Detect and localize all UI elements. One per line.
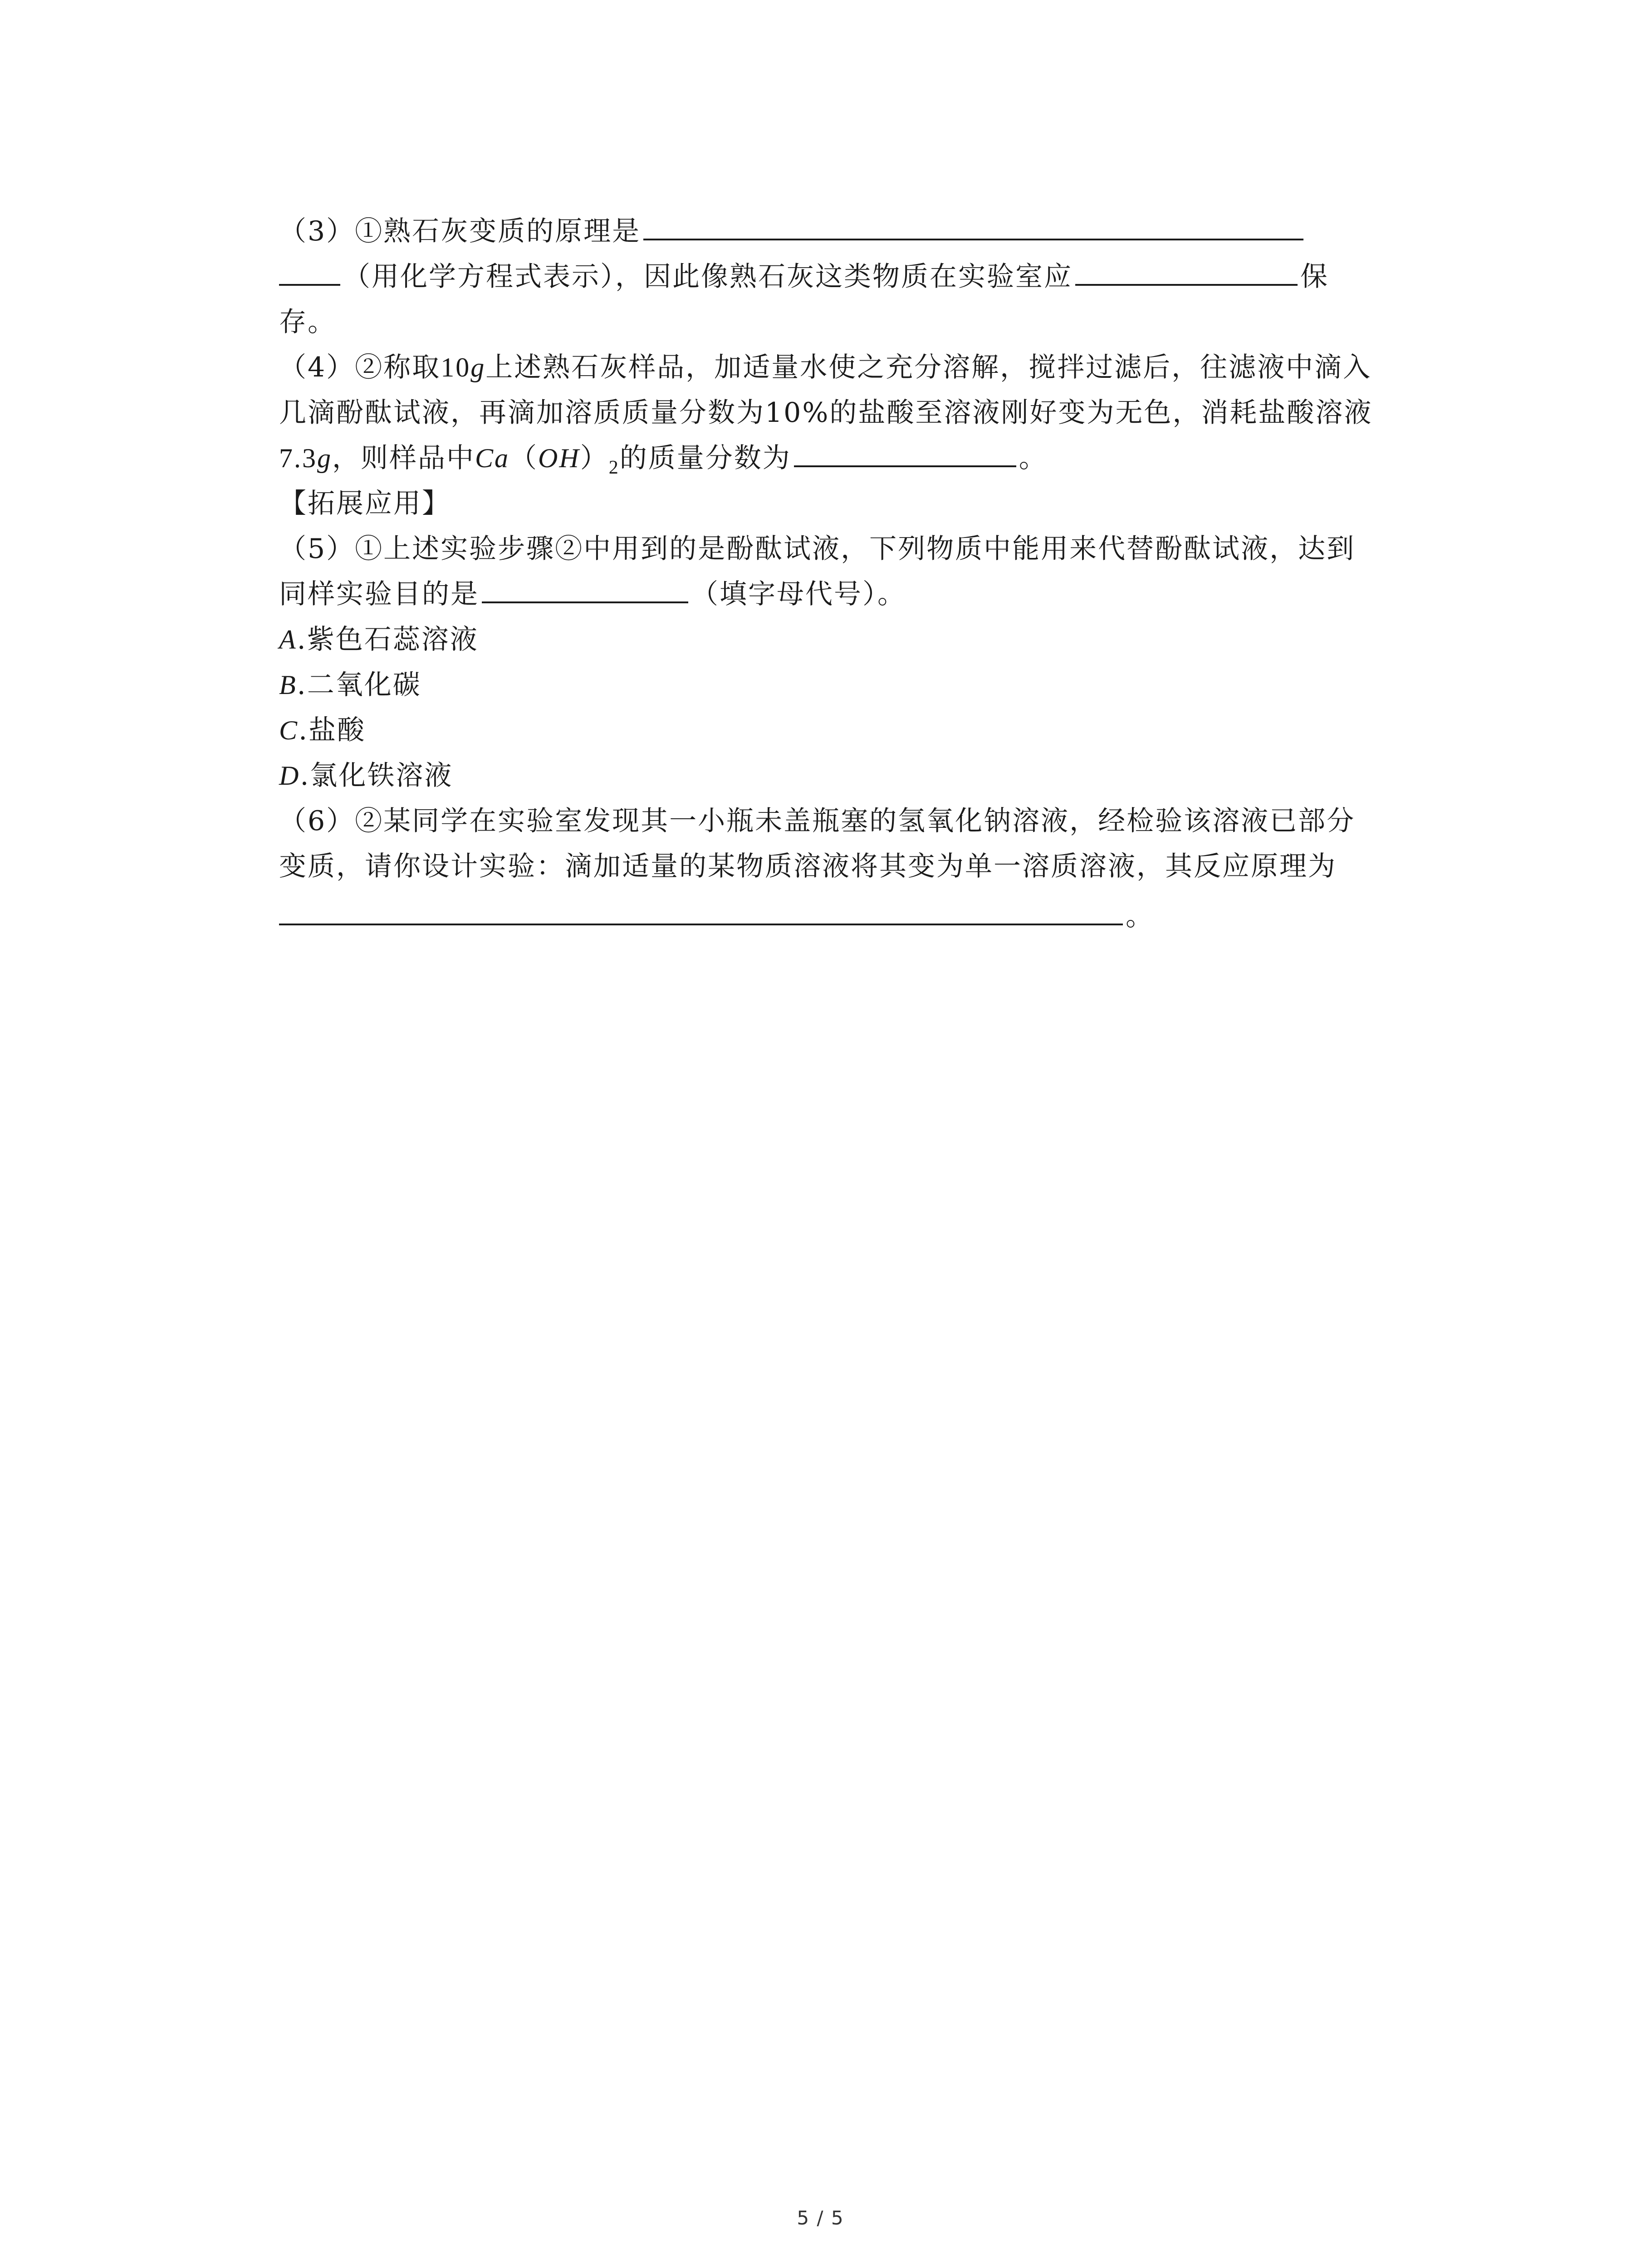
q5-line-2-suffix: （填字母代号）。 [691, 578, 906, 610]
formula-paren-close: ） [580, 442, 609, 474]
option-letter: D [279, 761, 300, 791]
option-letter: B [279, 670, 297, 700]
q5-option-d [279, 758, 453, 794]
q3-line-3-text: 存。 [279, 306, 336, 338]
q4-line-3-a: ，则样品中 [332, 442, 475, 474]
q6-line-3 [279, 898, 1154, 934]
q4-line-1 [279, 349, 1372, 386]
q4-mass-unit: g [470, 352, 486, 382]
page-number: 5 / 5 [797, 2207, 844, 2229]
q4-line-3-b: 的质量分数为 [619, 442, 791, 474]
section-heading [279, 485, 451, 522]
option-text: .二氧化碳 [297, 669, 421, 701]
option-text: .盐酸 [299, 714, 366, 746]
q6-line-1-text: （6）②某同学在实验室发现其一小瓶未盖瓶塞的氢氧化钠溶液，经检验该溶液已部分 [279, 805, 1356, 837]
q5-line-2 [279, 576, 906, 612]
q3-middle-text: （用化学方程式表示），因此像熟石灰这类物质在实验室应 [343, 261, 1073, 293]
q5-answer-blank[interactable] [482, 576, 688, 603]
q6-line-3-end: 。 [1126, 900, 1154, 932]
q4-acid-mass-unit: g [317, 443, 332, 473]
q3-answer-blank-1-cont[interactable] [279, 259, 340, 286]
q4-line-2 [279, 395, 1372, 431]
section-heading-text: 【拓展应用】 [279, 488, 451, 519]
q6-answer-blank[interactable] [279, 898, 1123, 925]
q6-line-2 [279, 848, 1337, 885]
option-letter: A [279, 625, 297, 655]
formula-ca: Ca [475, 443, 510, 473]
option-text: .紫色石蕊溶液 [297, 624, 479, 655]
q4-line-1-rest: 上述熟石灰样品，加适量水使之充分溶解，搅拌过滤后，往滤液中滴入 [485, 352, 1372, 383]
q3-line-3 [279, 304, 336, 340]
q3-line-2 [279, 259, 1329, 295]
formula-oh: OH [538, 443, 580, 473]
formula-subscript: 2 [608, 457, 620, 478]
q4-answer-blank[interactable] [794, 440, 1016, 467]
q4-acid-mass-number: 7.3 [279, 443, 317, 473]
option-text: .氯化铁溶液 [300, 760, 453, 792]
q5-option-b [279, 667, 421, 703]
q3-answer-blank-2[interactable] [1075, 259, 1298, 286]
q5-line-2-prefix: 同样实验目的是 [279, 578, 479, 610]
q6-line-2-text: 变质，请你设计实验：滴加适量的某物质溶液将其变为单一溶质溶液，其反应原理为 [279, 850, 1337, 882]
q5-option-a [279, 621, 479, 658]
q5-line-1 [279, 531, 1355, 567]
q4-mass-number: 10 [441, 352, 471, 382]
q3-prompt: （3）①熟石灰变质的原理是 [279, 215, 641, 247]
q3-line-2-end: 保 [1300, 261, 1329, 293]
q6-line-1 [279, 803, 1355, 839]
q4-line-2-text: 几滴酚酞试液，再滴加溶质质量分数为10%的盐酸至溶液刚好变为无色，消耗盐酸溶液 [279, 397, 1373, 429]
q4-formula [475, 442, 620, 478]
q5-line-1-text: （5）①上述实验步骤②中用到的是酚酞试液，下列物质中能用来代替酚酞试液，达到 [279, 533, 1356, 565]
q3-line-1 [279, 213, 1306, 249]
q4-line-3-end: 。 [1019, 442, 1048, 474]
q5-option-c [279, 712, 366, 748]
formula-paren-open: （ [509, 442, 539, 474]
option-letter: C [279, 715, 299, 745]
q3-answer-blank-1[interactable] [643, 213, 1303, 240]
q4-prefix: （4）②称取 [279, 352, 441, 383]
q4-line-3 [279, 440, 1048, 476]
